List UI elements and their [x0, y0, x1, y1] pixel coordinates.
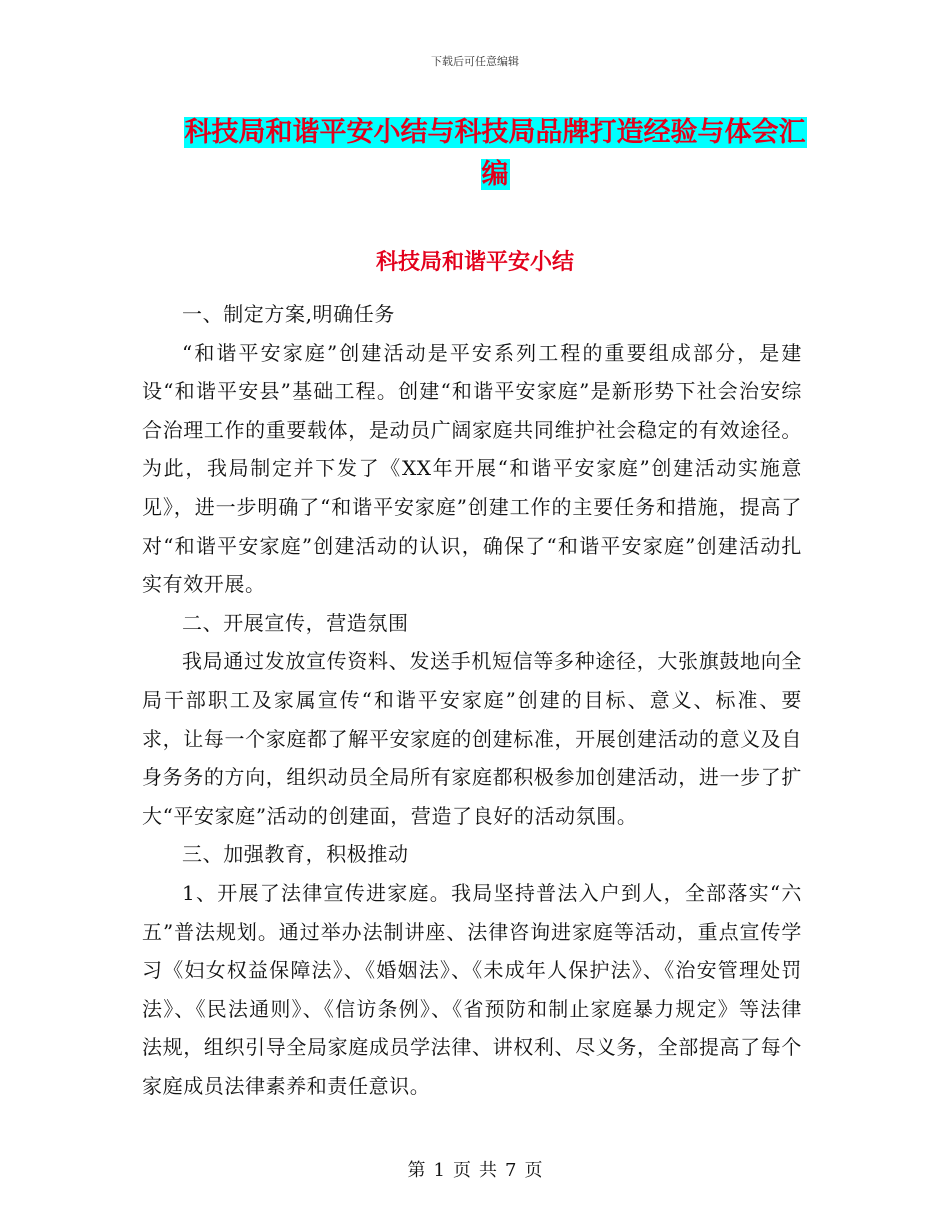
footer-total-pages: 7	[505, 1160, 517, 1181]
footer-total-word: 共	[479, 1160, 497, 1181]
footer-current-page: 1	[433, 1160, 445, 1181]
document-title-line-1: 科技局和谐平安小结与科技局品牌打造经验与体会汇	[184, 117, 806, 148]
heading-2-publicity: 二、开展宣传，营造氛围	[182, 610, 409, 635]
paragraph-1: “和谐平安家庭”创建活动是平安系列工程的重要组成部分，是建设“和谐平安县”基础工程。创建“和谐平安家庭”是新形势下社会治安综合治理工作的重要载体，是动员广阔家庭共同维护社会稳定的有效途径。为此，我局制定并下发了《XX年开展“和谐平安家庭”创建活动实施意见》，进一步明确了“和谐平安家庭”创建工作的主要任务和措施，提高了对“和谐平安家庭”创建活动的认识，确保了“和谐平安家庭”创建活动扎实有效开展。	[142, 340, 802, 597]
footer-prefix: 第	[407, 1160, 426, 1181]
footer-suffix: 页	[524, 1160, 543, 1181]
document-title-line-2: 编	[481, 159, 509, 190]
section-title: 科技局和谐平安小结	[375, 249, 574, 275]
heading-1-plan: 一、制定方案,明确任务	[182, 302, 395, 326]
footer-page-word: 页	[453, 1160, 471, 1181]
document-title	[180, 112, 810, 196]
heading-3-education: 三、加强教育，积极推动	[182, 842, 409, 867]
header-note: 下载后可任意编辑	[431, 55, 519, 68]
paragraph-3: 1、开展了法律宣传进家庭。我局坚持普法入户到人，全部落实“六五”普法规划。通过举办法制讲座、法律咨询进家庭等活动，重点宣传学习《妇女权益保障法》、《婚姻法》、《未成年人保护法》、《治安管理处罚法》、《民法通则》、《信访条例》、《省预防和制止家庭暴力规定》等法律法规，组织引导全局家庭成员学法律、讲权利、尽义务，全部提高了每个家庭成员法律素养和责任意识。	[142, 880, 802, 1098]
paragraph-2: 我局通过发放宣传资料、发送手机短信等多种途径，大张旗鼓地向全局干部职工及家属宣传“和谐平安家庭”创建的目标、意义、标准、要求，让每一个家庭都了解平安家庭的创建标准，开展创建活动的意义及自身务务的方向，组织动员全局所有家庭都积极参加创建活动，进一步了扩大“平安家庭”活动的创建面，营造了良好的活动氛围。	[142, 649, 802, 828]
page-footer	[0, 1156, 950, 1182]
document-body	[142, 295, 802, 1105]
